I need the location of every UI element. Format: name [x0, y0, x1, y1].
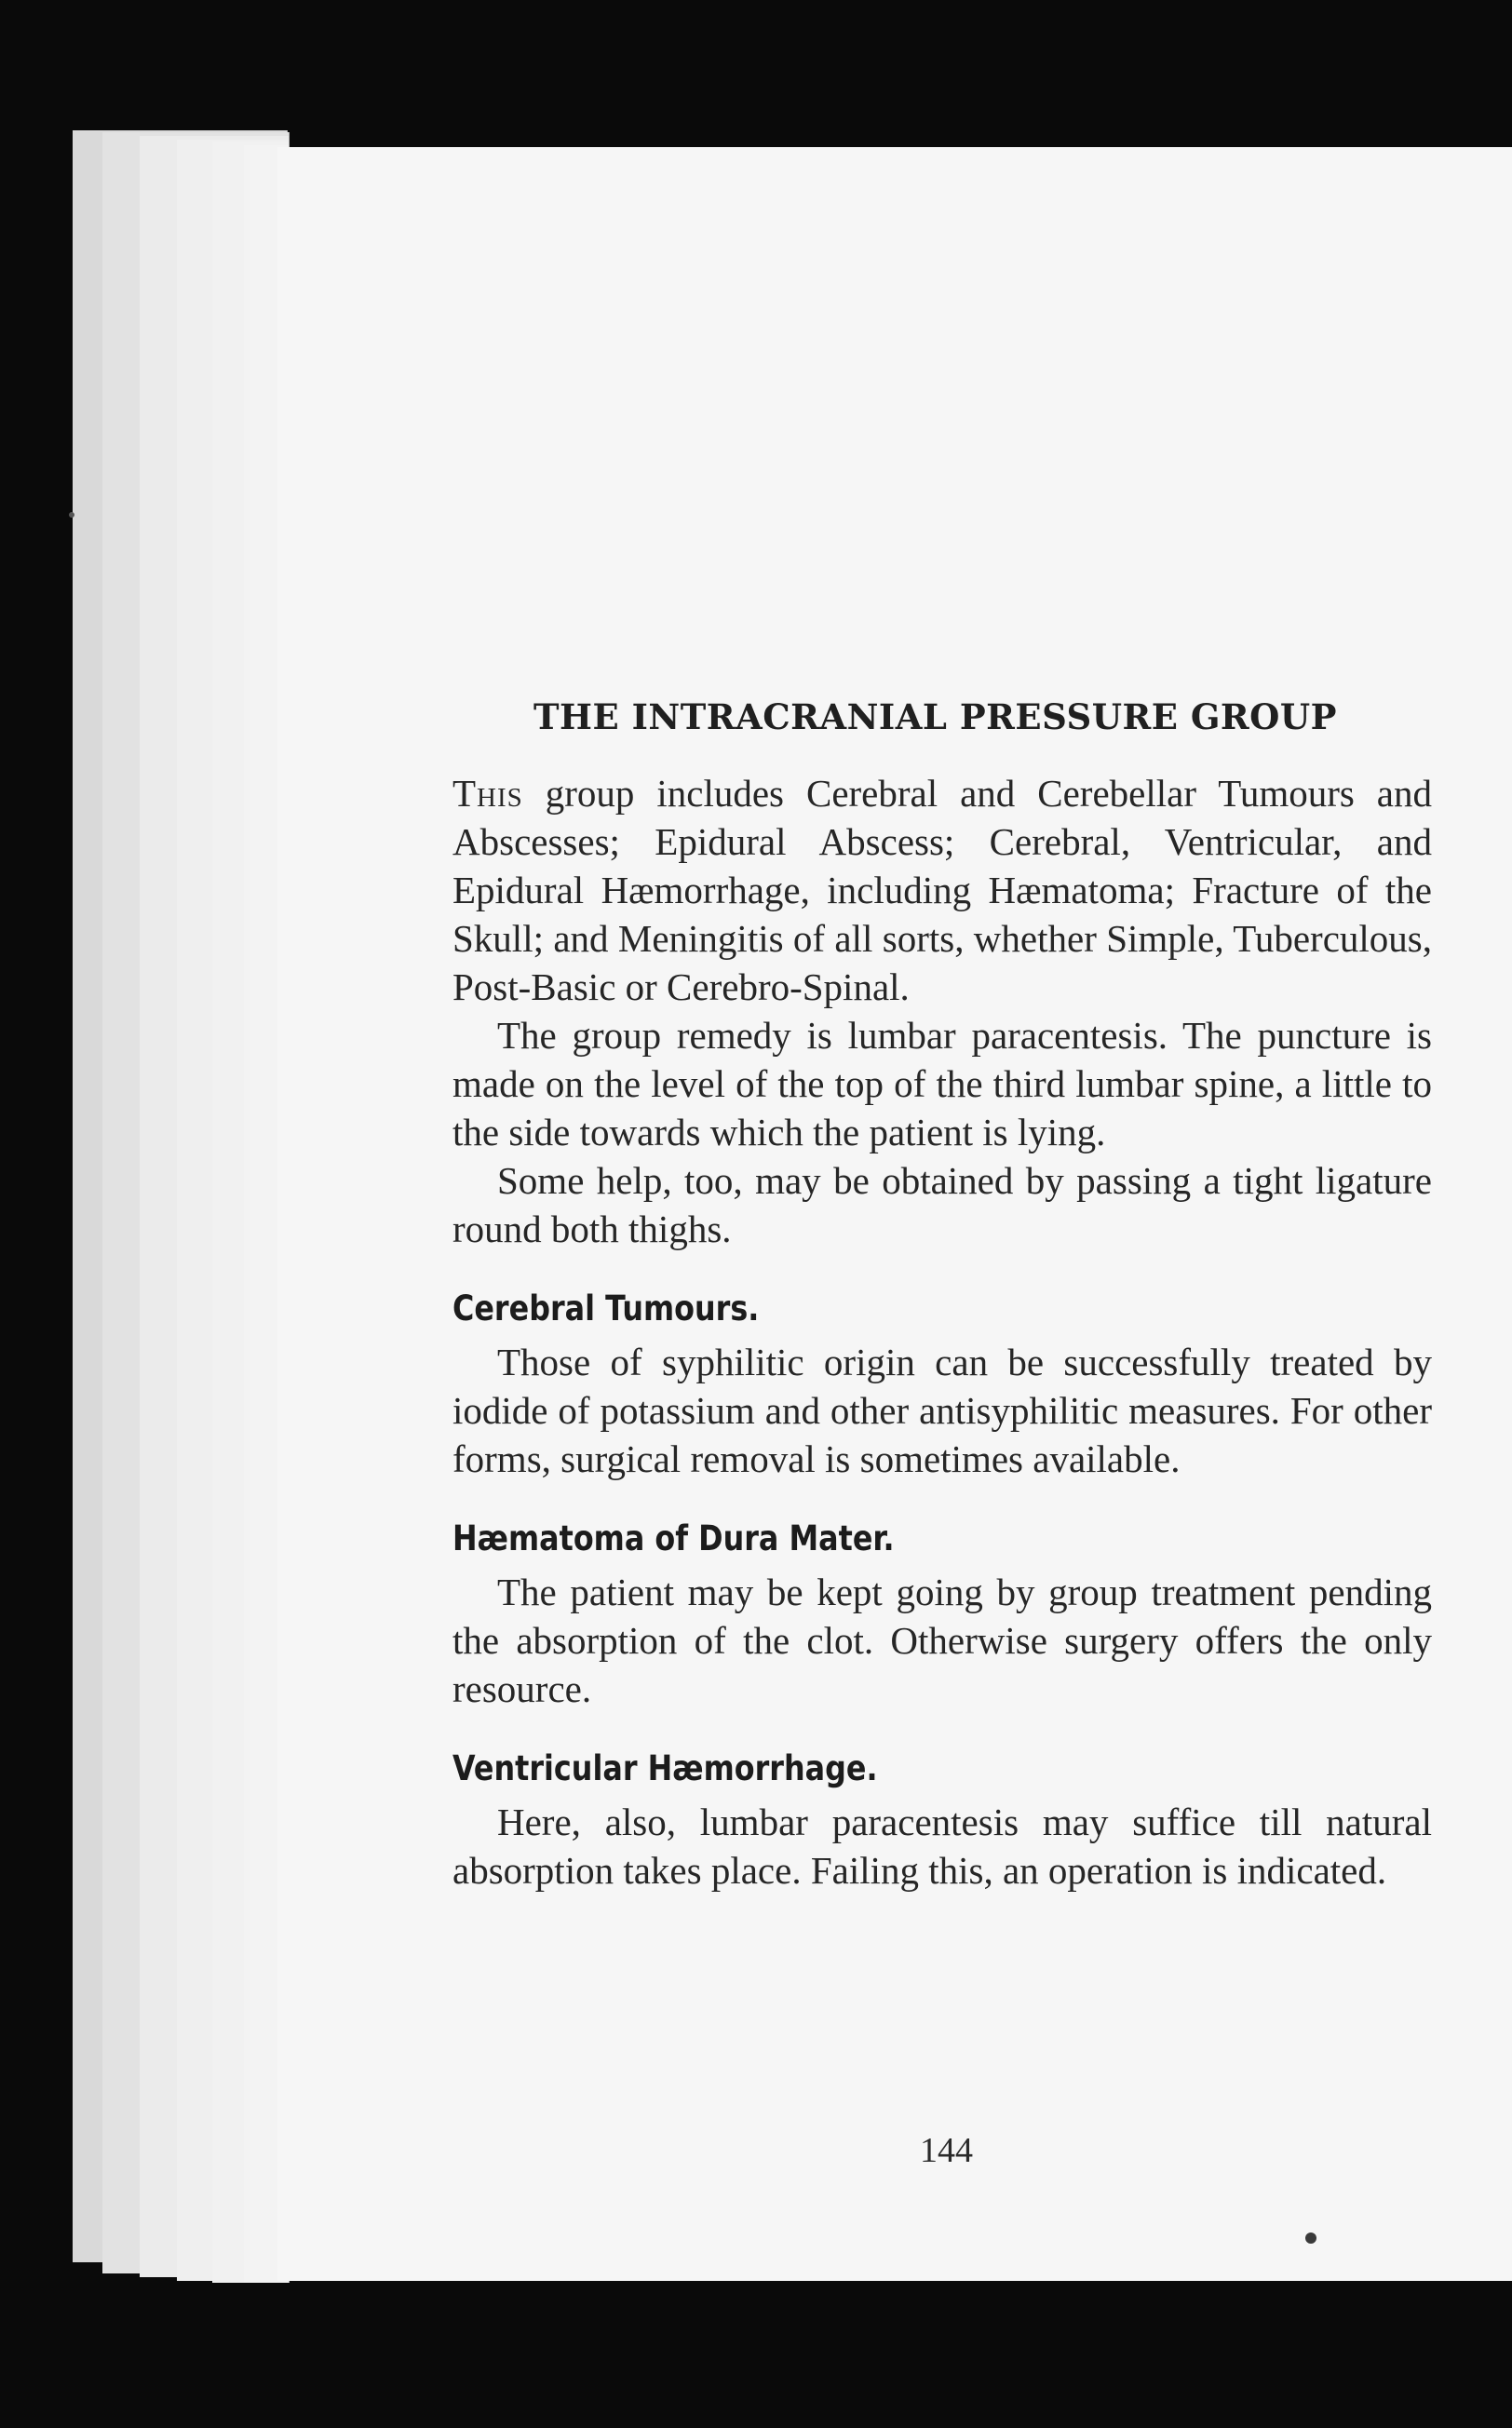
section-title: Cerebral Tumours.	[452, 1288, 760, 1329]
section-body: Those of syphilitic origin can be successfully treated by iodide of potassium and other antisyphilitic measures. For other forms, surgical removal is sometimes available.	[452, 1341, 1432, 1480]
intro-paragraph	[452, 769, 1432, 1011]
remedy-paragraph: The group remedy is lumbar paracentesis. The puncture is made on the level of the top of the third lumbar spine, a little to the side towards which the patient is lying.	[452, 1014, 1432, 1153]
book-page	[277, 147, 1512, 2281]
page-body	[452, 769, 1432, 1895]
intro-text: group includes Cerebral and Cerebellar Tumours and Abscesses; Epidural Abscess; Cerebral, Ventricular, and Epidural Hæmorrhage, including Hæmatoma; Fracture of the Skull; and Meningitis of all sorts, whether Simple, Tuberculous, Post-Basic or Cerebro-Spinal.	[452, 772, 1432, 1008]
speck	[1305, 2232, 1316, 2244]
page-number: 144	[920, 2131, 973, 2170]
ligature-paragraph: Some help, too, may be obtained by passing a tight ligature round both thighs.	[452, 1159, 1432, 1250]
page-heading: THE INTRACRANIAL PRESSURE GROUP	[533, 696, 1337, 737]
section-title: Hæmatoma of Dura Mater.	[452, 1518, 895, 1558]
section-body: Here, also, lumbar paracentesis may suffice till natural absorption takes place. Failing this, an operation is indicated.	[452, 1801, 1432, 1892]
section-title: Ventricular Hæmorrhage.	[452, 1748, 878, 1788]
section-body: The patient may be kept going by group treatment pending the absorption of the clot. Otherwise surgery offers the only resource.	[452, 1571, 1432, 1710]
spacer	[452, 1713, 1432, 1748]
intro-lead: This	[452, 772, 523, 815]
spacer	[452, 1253, 1432, 1288]
spacer	[452, 1483, 1432, 1518]
speck	[69, 512, 74, 518]
